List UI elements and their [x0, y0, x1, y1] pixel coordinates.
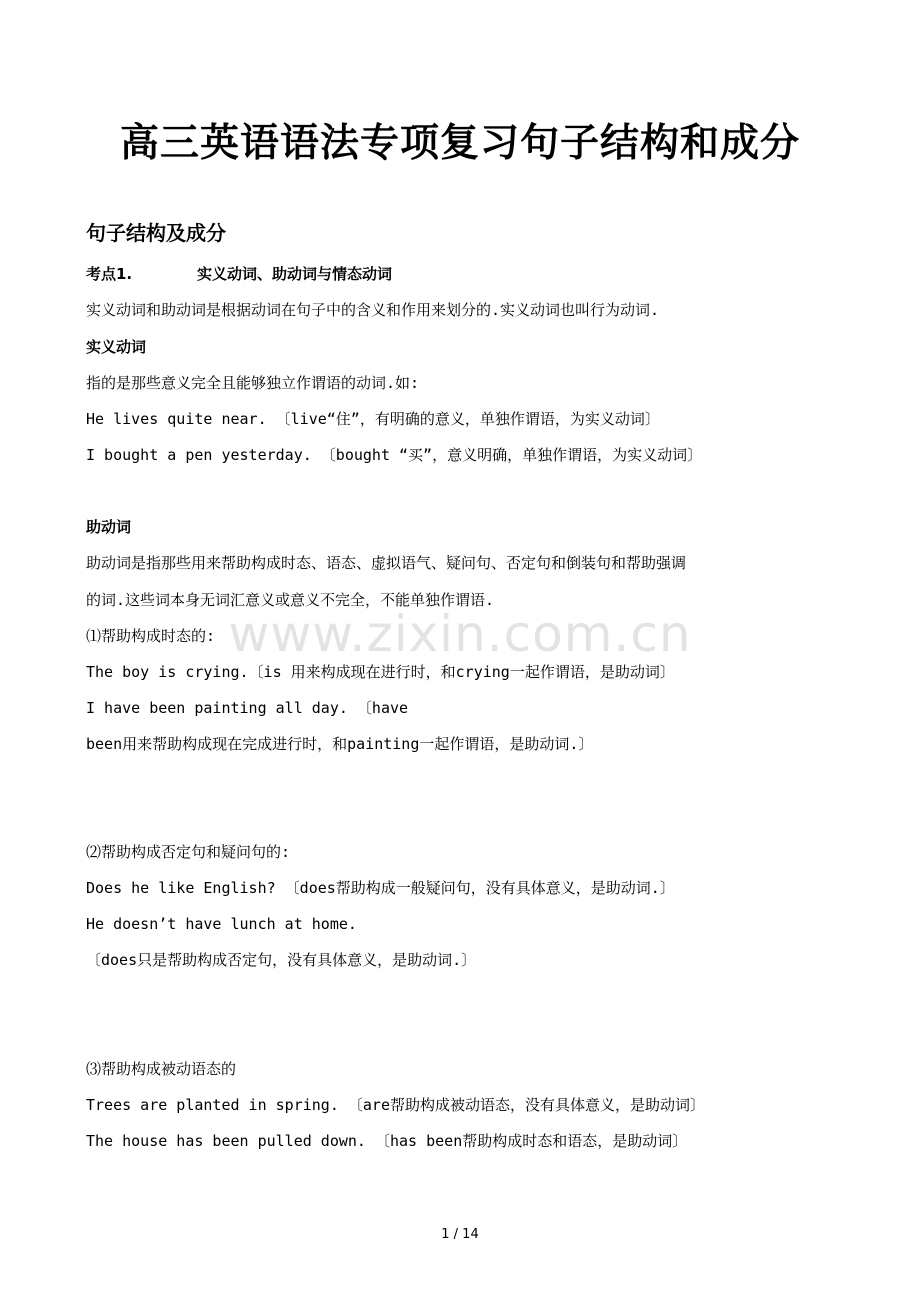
point-title: 实义动词、助动词与情态动词: [197, 265, 393, 283]
intro-paragraph: 实义动词和助动词是根据动词在句子中的含义和作用来划分的.实义动词也叫行为动词.: [86, 301, 660, 319]
aux-tense-example-2-line-2: been用来帮助构成现在完成进行时，和painting一起作谓语，是助动词.〕: [86, 735, 594, 753]
aux-question-example: Does he like English? 〔does帮助构成一般疑问句，没有具体意义，是助动词.〕: [86, 879, 675, 897]
section-title: 句子结构及成分: [86, 221, 226, 245]
aux-passive-example-2: The house has been pulled down. 〔has been帮助构成时态和语态，是助动词〕: [86, 1132, 688, 1150]
page-title: 高三英语语法专项复习句子结构和成分: [119, 120, 800, 166]
aux-tense-example-1: The boy is crying.〔is 用来构成现在进行时，和crying一起作谓语，是助动词〕: [86, 663, 675, 681]
aux-passive-heading: ⑶帮助构成被动语态的: [86, 1060, 237, 1078]
notional-example-1: He lives quite near. 〔live“住”，有明确的意义，单独作谓语，为实义动词〕: [86, 410, 660, 428]
auxiliary-definition-line-2: 的词.这些词本身无词汇意义或意义不完全，不能单独作谓语.: [86, 591, 495, 609]
notional-verb-heading: 实义动词: [86, 338, 147, 356]
point-label: 考点1.: [86, 265, 133, 283]
watermark: www.zixin.com.cn: [228, 605, 692, 663]
aux-negative-example-line-1: He doesn’t have lunch at home.: [86, 915, 357, 933]
aux-tense-example-2-line-1: I have been painting all day. 〔have: [86, 699, 409, 717]
auxiliary-verb-heading: 助动词: [86, 518, 132, 536]
auxiliary-definition-line-1: 助动词是指那些用来帮助构成时态、语态、虚拟语气、疑问句、否定句和倒装句和帮助强调: [86, 554, 687, 572]
aux-passive-example-1: Trees are planted in spring. 〔are帮助构成被动语态，没有具体意义，是助动词〕: [86, 1096, 705, 1114]
aux-negative-question-heading: ⑵帮助构成否定句和疑问句的:: [86, 843, 291, 861]
point-heading: [86, 264, 392, 284]
notional-example-2: I bought a pen yesterday. 〔bought “买”，意义明确，单独作谓语，为实义动词〕: [86, 446, 703, 464]
page-number: 1 / 14: [441, 1227, 479, 1242]
aux-negative-example-line-2: 〔does只是帮助构成否定句，没有具体意义，是助动词.〕: [86, 951, 477, 969]
notional-verb-definition: 指的是那些意义完全且能够独立作谓语的动词.如:: [86, 374, 420, 392]
aux-tense-heading: ⑴帮助构成时态的:: [86, 627, 216, 645]
